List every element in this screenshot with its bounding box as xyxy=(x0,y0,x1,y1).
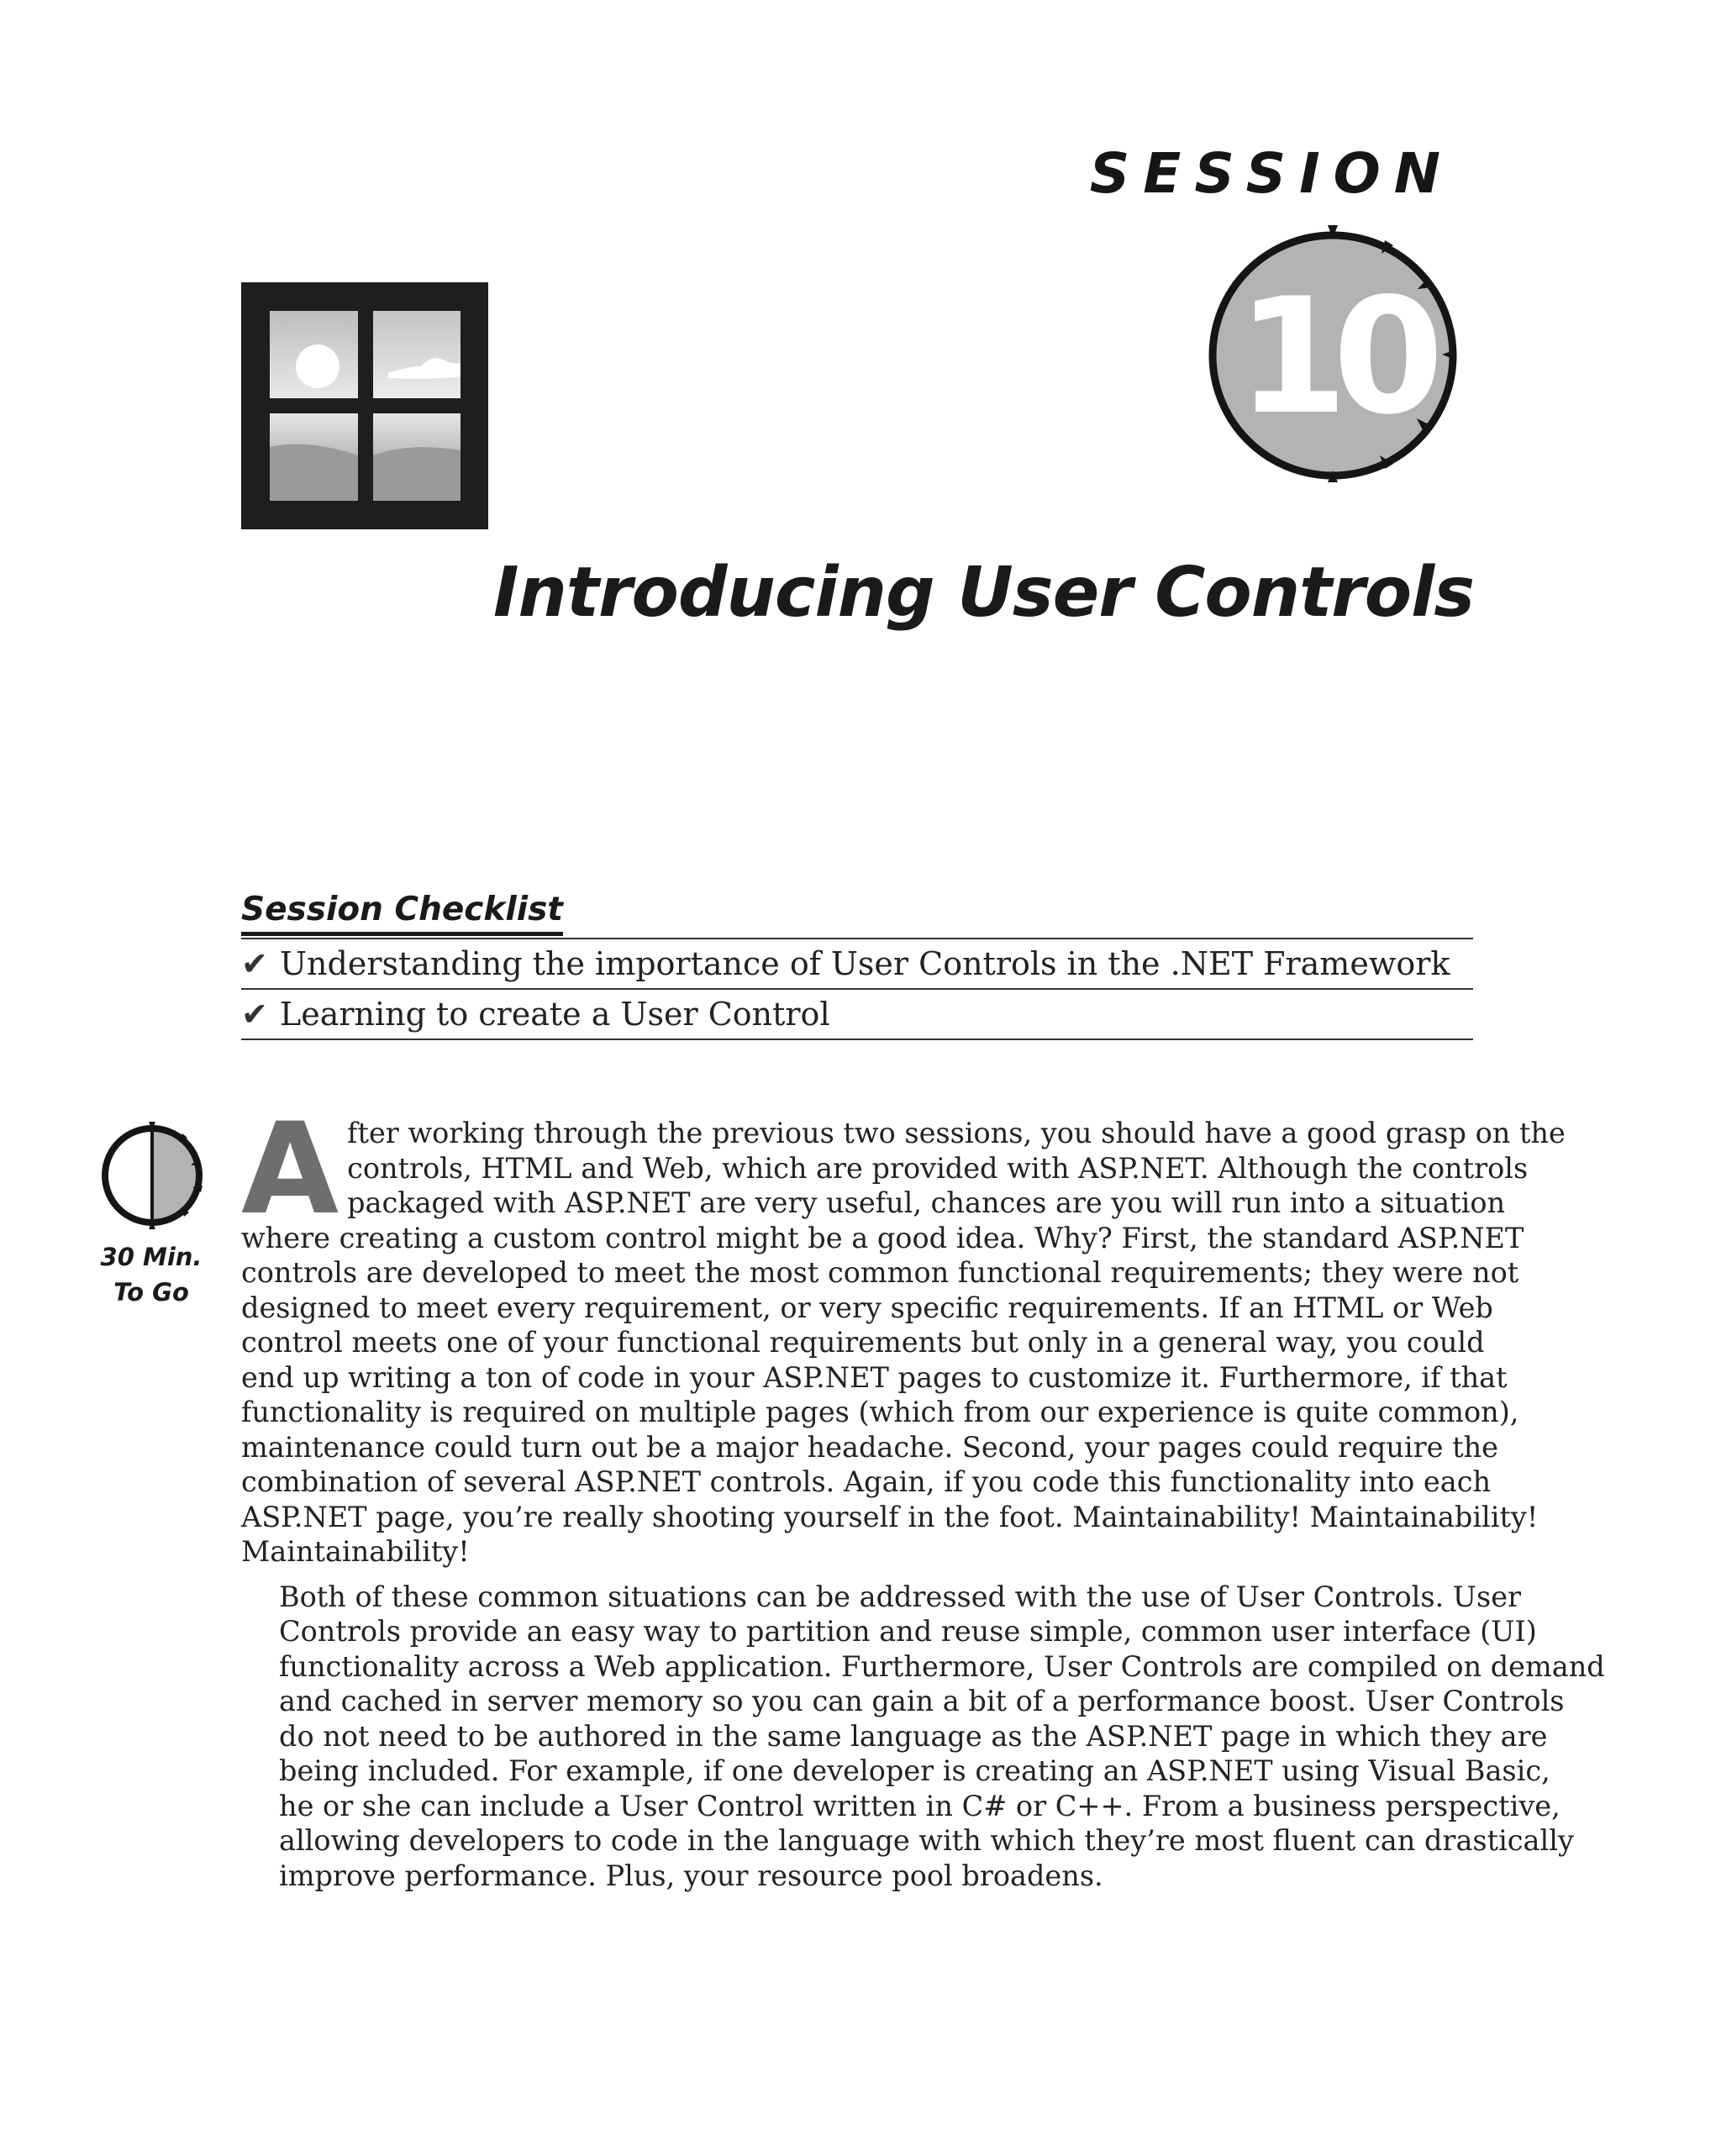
text-line: controls are developed to meet the most common functional requirements; they were not xyxy=(241,1256,1519,1289)
session-number: 10 xyxy=(1236,264,1429,450)
session-checklist xyxy=(241,891,1473,1040)
check-mark-icon: ✔ xyxy=(241,996,268,1033)
checklist-item xyxy=(241,939,1473,990)
checklist-item-text: Understanding the importance of User Controls in the .NET Framework xyxy=(280,945,1450,982)
text-line: fter working through the previous two sessions, you should have a good grasp on the xyxy=(347,1117,1566,1149)
margin-timer-line2: To Go xyxy=(113,1278,189,1307)
text-line: designed to meet every requirement, or very specific requirements. If an HTML or Web xyxy=(241,1291,1493,1324)
checklist-item-text: Learning to create a User Control xyxy=(280,996,830,1033)
text-line: controls, HTML and Web, which are provided with ASP.NET. Although the controls xyxy=(347,1151,1529,1185)
text-line: Controls provide an easy way to partition and reuse simple, common user interface (UI) xyxy=(279,1615,1537,1648)
text-line: maintenance could turn out be a major headache. Second, your pages could require the xyxy=(241,1430,1498,1464)
checklist-heading: Session Checklist xyxy=(241,891,563,936)
half-clock-icon xyxy=(98,1122,206,1229)
stopwatch-badge-icon xyxy=(1207,225,1467,486)
text-line: do not need to be authored in the same language as the ASP.NET page in which they are xyxy=(279,1719,1548,1753)
body-text xyxy=(241,1096,1605,1893)
margin-timer-line1: 30 Min. xyxy=(100,1243,203,1271)
text-line: functionality across a Web application. Furthermore, User Controls are compiled on demand xyxy=(279,1649,1605,1683)
text-line: allowing developers to code in the language with which they’re most fluent can drastically xyxy=(279,1824,1574,1857)
text-line: and cached in server memory so you can gain a bit of a performance boost. User Controls xyxy=(279,1685,1565,1717)
margin-timer-label xyxy=(92,1239,210,1310)
margin-timer-note xyxy=(92,1122,210,1310)
text-line: being included. For example, if one developer is creating an ASP.NET using Visual Basic, xyxy=(279,1754,1550,1787)
session-label: SESSION xyxy=(1089,141,1454,206)
checklist-item xyxy=(241,990,1473,1040)
drop-cap: A xyxy=(241,1096,339,1243)
text-line: he or she can include a User Control written in C# or C++. From a business perspective, xyxy=(279,1789,1560,1822)
paragraph-1 xyxy=(241,1096,1566,1570)
text-line: improve performance. Plus, your resource pool broadens. xyxy=(279,1859,1103,1892)
text-line: end up writing a ton of code in your ASP.NET pages to customize it. Furthermore, if that xyxy=(241,1360,1508,1394)
window-scene-icon xyxy=(241,282,488,529)
text-line: Both of these common situations can be addressed with the use of User Controls. User xyxy=(279,1580,1522,1613)
text-line: control meets one of your functional requirements but only in a general way, you could xyxy=(241,1326,1485,1359)
chapter-title: Introducing User Controls xyxy=(492,553,1474,633)
text-line: Maintainability! xyxy=(241,1535,470,1568)
paragraph-2 xyxy=(241,1580,1605,1894)
text-line: where creating a custom control might be a good idea. Why? First, the standard ASP.NET xyxy=(241,1221,1524,1254)
checklist-items xyxy=(241,938,1473,1040)
text-line: functionality is required on multiple pages (which from our experience is quite common), xyxy=(241,1396,1519,1428)
text-line: combination of several ASP.NET controls. Again, if you code this functionality into each xyxy=(241,1465,1492,1498)
text-line: packaged with ASP.NET are very useful, chances are you will run into a situation xyxy=(347,1186,1506,1219)
text-line: ASP.NET page, you’re really shooting yourself in the foot. Maintainability! Maintainability! xyxy=(241,1500,1539,1533)
check-mark-icon: ✔ xyxy=(241,945,268,982)
